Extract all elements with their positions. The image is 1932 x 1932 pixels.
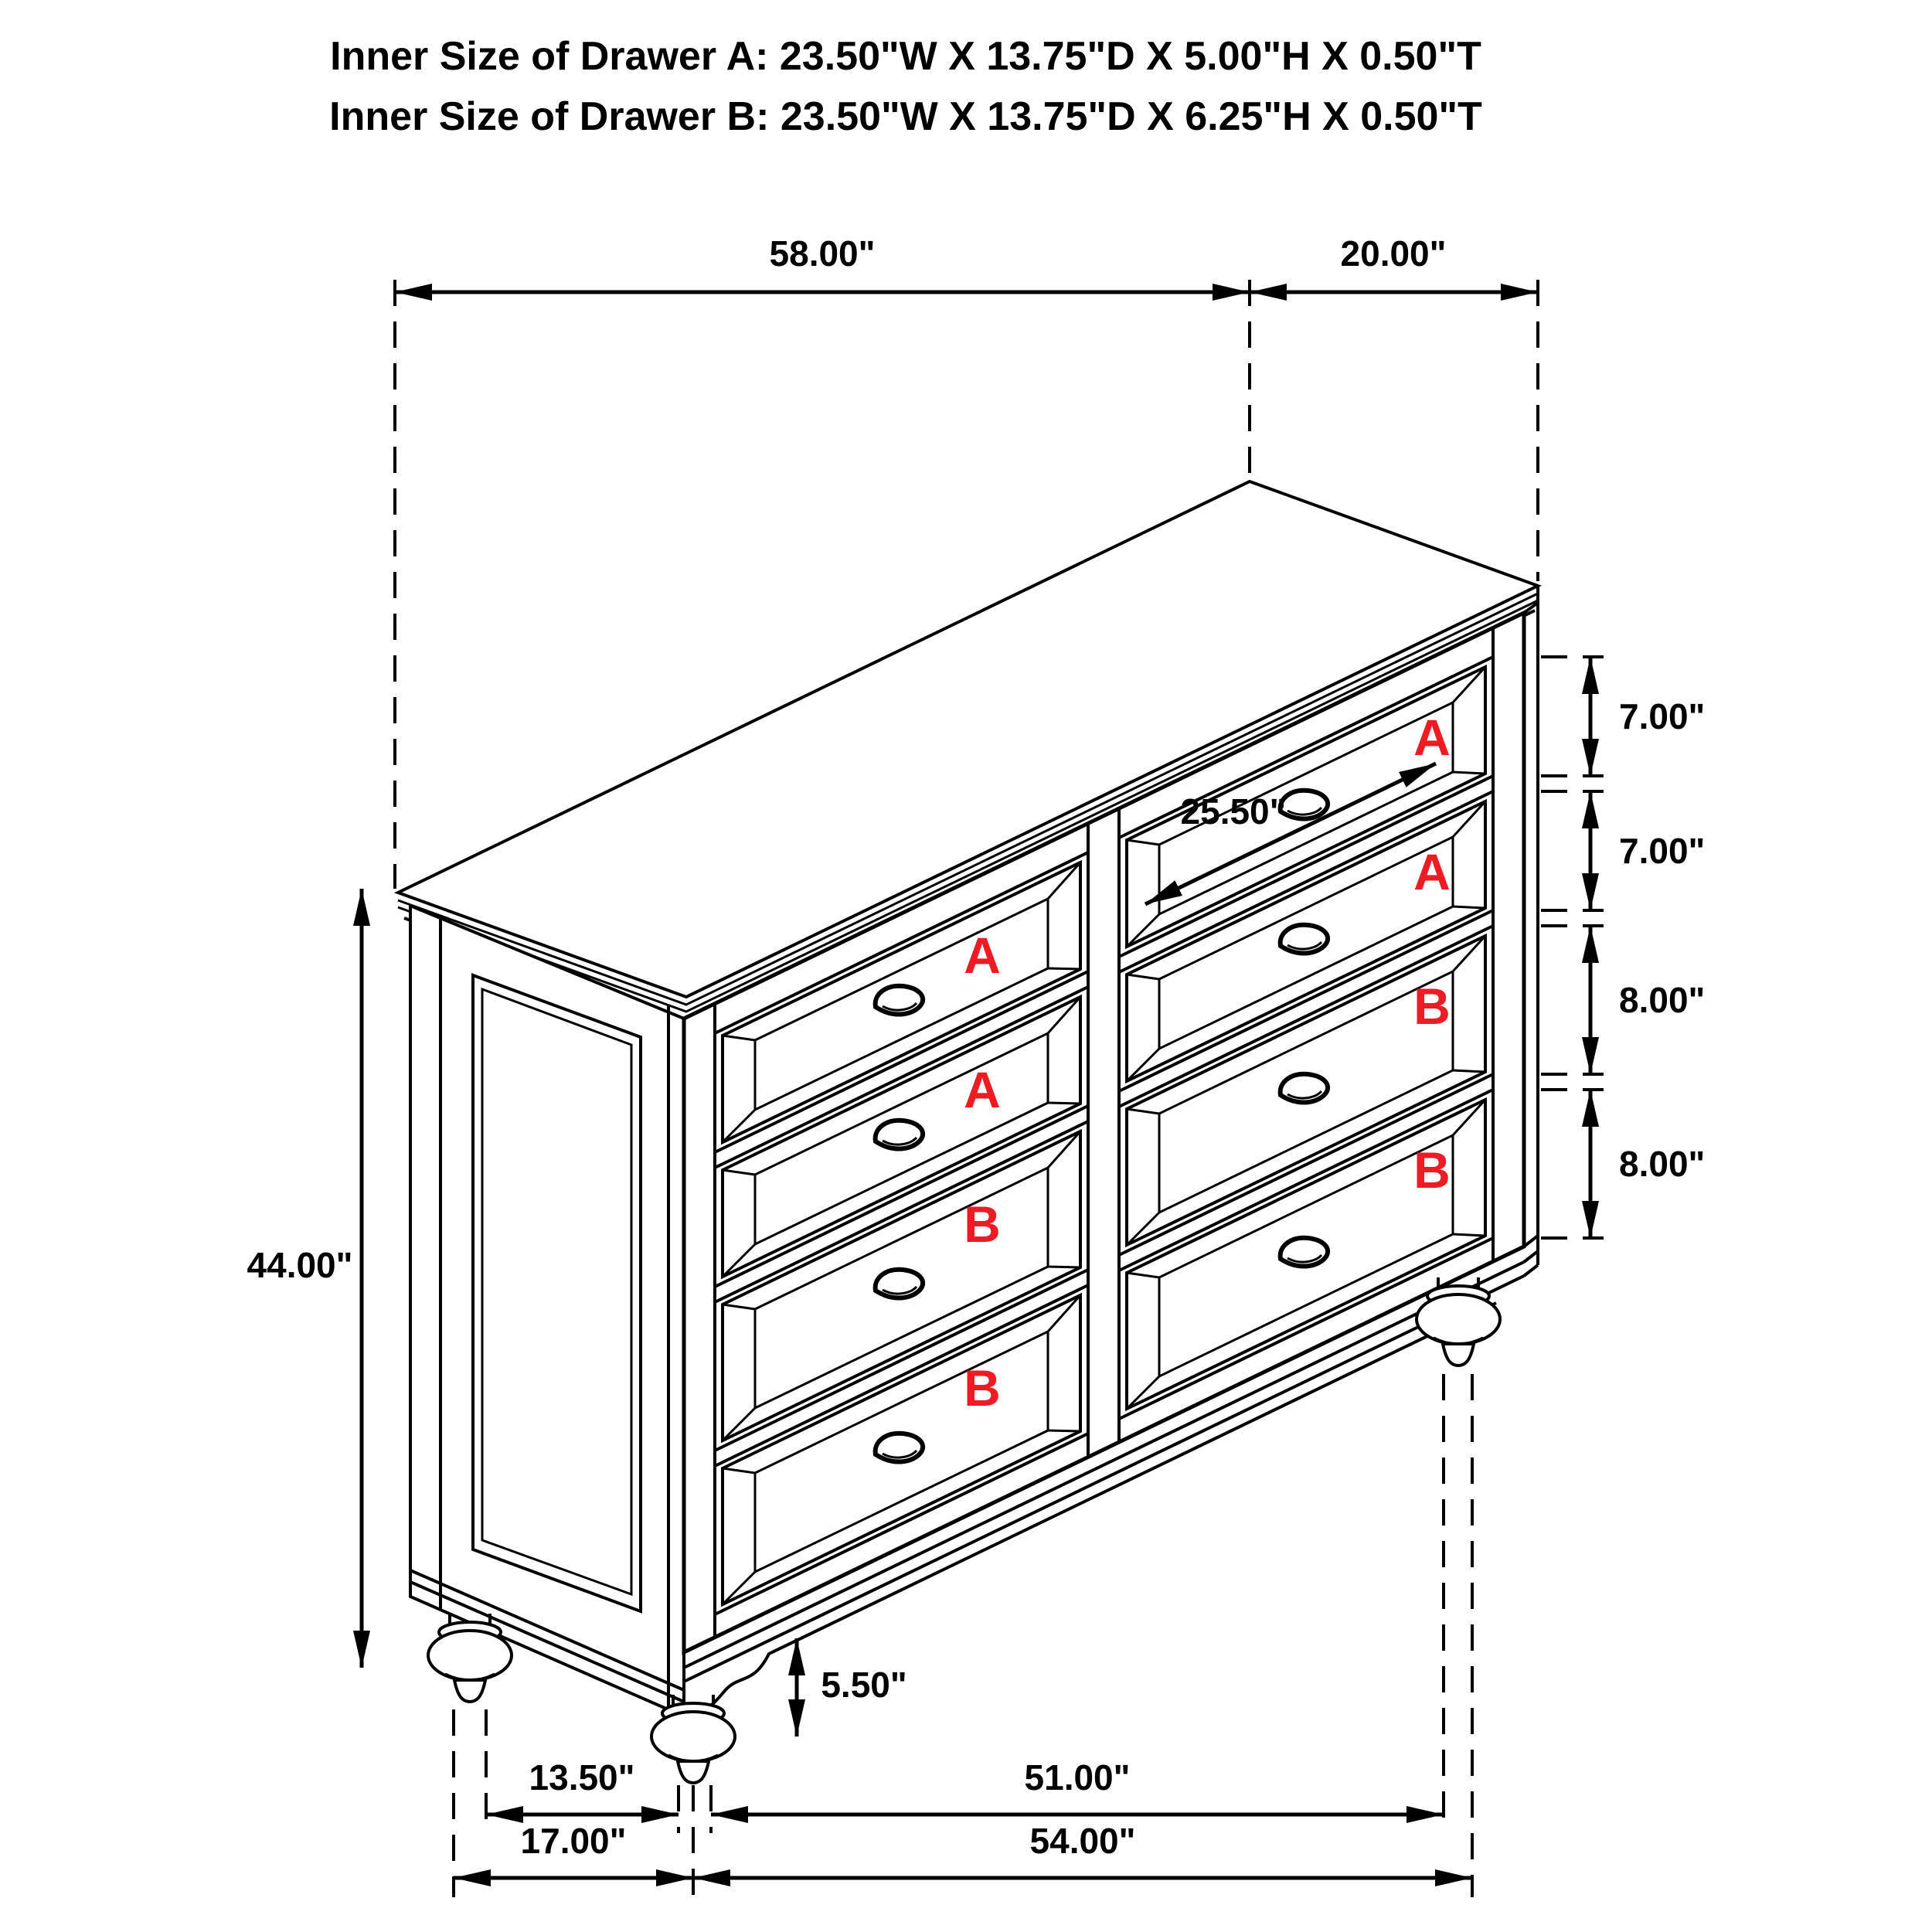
dim-label: 7.00" [1619, 696, 1706, 736]
drawer-letter: B [964, 1196, 1001, 1253]
left-side-panel [410, 906, 684, 1716]
dim-label: 13.50" [529, 1757, 635, 1798]
dim-label: 5.50" [821, 1665, 907, 1705]
drawer-pull-icon [876, 1121, 923, 1149]
dim-label: 8.00" [1619, 1144, 1706, 1184]
drawer-pull-icon [876, 986, 923, 1015]
drawer-pull-icon [1281, 925, 1328, 954]
drawer-pull-icon [876, 1270, 923, 1298]
drawer-pull-icon [1281, 1074, 1328, 1103]
dim-label: 7.00" [1619, 831, 1706, 871]
dim-label: 58.00" [769, 233, 876, 274]
drawer-pull-icon [1281, 791, 1328, 819]
drawer-pull-icon [1281, 1238, 1328, 1267]
dim-label: 17.00" [520, 1821, 627, 1861]
drawer-letter: A [964, 927, 1001, 984]
drawer-pull-icon [876, 1434, 923, 1462]
drawer-letter: B [1413, 978, 1451, 1035]
drawer-letter: A [964, 1061, 1001, 1118]
title-line-1: Inner Size of Drawer A: 23.50"W X 13.75"D X 5.00"H X 0.50"T [330, 34, 1481, 79]
dim-label: 44.00" [247, 1245, 353, 1285]
dim-label: 51.00" [1024, 1757, 1131, 1798]
drawer-letter: B [964, 1359, 1001, 1417]
dim-label: 25.50" [1180, 791, 1287, 832]
side-panel-outline [410, 906, 684, 1716]
drawer-letter: A [1413, 709, 1451, 766]
dim-label: 8.00" [1619, 980, 1706, 1020]
dim-label: 54.00" [1029, 1821, 1136, 1861]
drawer-letter: A [1413, 843, 1451, 900]
drawer-letter: B [1413, 1141, 1451, 1199]
title-line-2: Inner Size of Drawer B: 23.50"W X 13.75"D X 6.25"H X 0.50"T [329, 94, 1482, 139]
dim-label: 20.00" [1340, 233, 1447, 274]
